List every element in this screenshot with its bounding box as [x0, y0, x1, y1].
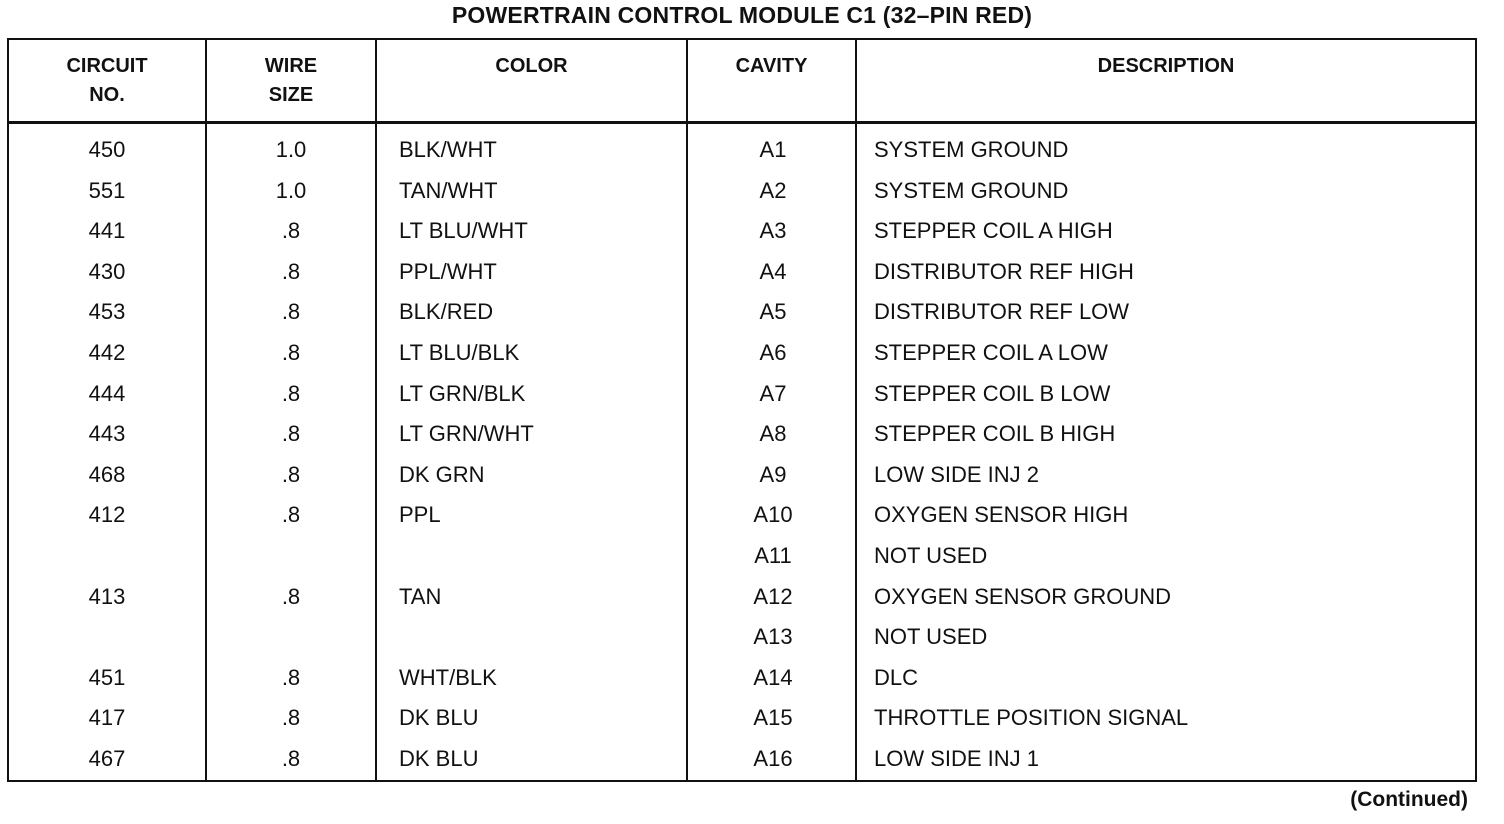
wire-size-cell: .8	[281, 583, 301, 609]
wire-size-cell: .8	[281, 502, 301, 528]
circuit-no-cell: 451	[88, 664, 126, 690]
circuit-no-cell: 453	[88, 299, 126, 325]
cavity-cell: A2	[759, 177, 787, 203]
color-cell: DK BLU	[399, 746, 479, 771]
circuit-no-cell: 430	[88, 258, 126, 284]
header-divider	[9, 121, 1475, 124]
wire-size-cell: .8	[281, 340, 301, 365]
cavity-cell: A5	[759, 299, 787, 325]
color-cell: PPL/WHT	[399, 258, 497, 284]
circuit-no-cell: 442	[88, 340, 126, 365]
cavity-cell: A16	[753, 746, 793, 771]
header-description: DESCRIPTION	[1097, 55, 1235, 77]
cavity-cell: A10	[753, 502, 793, 528]
cavity-cell: A3	[759, 218, 787, 244]
description-cell: STEPPER COIL B HIGH	[874, 421, 1116, 447]
cavity-cell: A11	[754, 543, 792, 568]
cavity-cell: A9	[759, 461, 787, 487]
circuit-no-cell: 412	[88, 502, 126, 528]
cavity-cell: A7	[759, 380, 787, 406]
table-row	[9, 171, 1475, 212]
circuit-no-cell: 413	[88, 583, 126, 609]
description-cell: DISTRIBUTOR REF LOW	[874, 299, 1130, 325]
description-cell: LOW SIDE INJ 1	[874, 746, 1040, 771]
cavity-cell: A14	[753, 664, 793, 690]
connector-table	[7, 38, 1477, 782]
wire-size-cell: .8	[281, 258, 301, 284]
color-cell: LT BLU/WHT	[399, 218, 528, 244]
wire-size-cell: .8	[281, 218, 301, 244]
table-row	[9, 617, 1475, 658]
circuit-no-cell: 467	[88, 746, 126, 771]
table-row	[9, 658, 1475, 699]
description-cell: DISTRIBUTOR REF HIGH	[874, 258, 1134, 284]
description-cell: LOW SIDE INJ 2	[874, 461, 1040, 487]
color-cell: LT GRN/WHT	[399, 421, 534, 447]
circuit-no-cell: 443	[88, 421, 126, 447]
cavity-cell: A13	[753, 624, 793, 650]
wire-size-cell: .8	[281, 705, 301, 731]
table-row	[9, 333, 1475, 374]
color-cell: WHT/BLK	[399, 664, 497, 690]
color-cell: BLK/RED	[399, 299, 494, 325]
table-row	[9, 739, 1475, 780]
table-row	[9, 455, 1475, 496]
header-color: COLOR	[495, 55, 568, 77]
description-cell: DLC	[874, 664, 919, 690]
wire-size-cell: .8	[281, 461, 301, 487]
circuit-no-cell: 417	[88, 705, 126, 731]
header-cavity: CAVITY	[735, 55, 808, 77]
table-row	[9, 698, 1475, 739]
wire-size-cell: .8	[281, 421, 301, 447]
table-row	[9, 292, 1475, 333]
description-cell: NOT USED	[874, 543, 988, 568]
wire-size-cell: .8	[281, 746, 301, 771]
header-circuit-no: CIRCUIT NO.	[66, 55, 148, 106]
color-cell: TAN/WHT	[399, 177, 498, 203]
cavity-cell: A4	[759, 258, 787, 284]
page-title: POWERTRAIN CONTROL MODULE C1 (32–PIN RED)	[451, 2, 1033, 28]
table-row	[9, 211, 1475, 252]
color-cell: DK GRN	[399, 461, 485, 487]
table-row	[9, 495, 1475, 536]
color-cell: DK BLU	[399, 705, 479, 731]
description-cell: STEPPER COIL A HIGH	[874, 218, 1113, 244]
table-row	[9, 414, 1475, 455]
color-cell: LT GRN/BLK	[399, 380, 526, 406]
description-cell: NOT USED	[874, 624, 988, 650]
circuit-no-cell: 441	[88, 218, 126, 244]
description-cell: OXYGEN SENSOR HIGH	[874, 502, 1129, 528]
description-cell: SYSTEM GROUND	[874, 177, 1069, 203]
wire-size-cell: 1.0	[275, 177, 307, 203]
description-cell: THROTTLE POSITION SIGNAL	[874, 705, 1189, 731]
header-wire-size: WIRE SIZE	[264, 55, 318, 106]
wire-size-cell: .8	[281, 664, 301, 690]
continued-note: (Continued)	[1350, 788, 1468, 811]
table-row	[9, 252, 1475, 293]
circuit-no-cell: 444	[88, 380, 126, 406]
cavity-cell: A12	[753, 583, 793, 609]
description-cell: STEPPER COIL A LOW	[874, 340, 1108, 365]
table-row	[9, 130, 1475, 171]
table-row	[9, 536, 1475, 577]
description-cell: SYSTEM GROUND	[874, 137, 1069, 162]
circuit-no-cell: 468	[88, 461, 126, 487]
color-cell: BLK/WHT	[399, 137, 497, 162]
color-cell: TAN	[399, 583, 442, 609]
circuit-no-cell: 551	[88, 177, 126, 203]
circuit-no-cell: 450	[88, 137, 126, 162]
color-cell: LT BLU/BLK	[399, 340, 520, 365]
cavity-cell: A15	[753, 705, 793, 731]
cavity-cell: A1	[759, 137, 787, 162]
table-row	[9, 374, 1475, 415]
table-row	[9, 577, 1475, 618]
color-cell: PPL	[399, 502, 441, 528]
description-cell: OXYGEN SENSOR GROUND	[874, 583, 1172, 609]
cavity-cell: A8	[759, 421, 787, 447]
description-cell: STEPPER COIL B LOW	[874, 380, 1111, 406]
wire-size-cell: .8	[281, 299, 301, 325]
wire-size-cell: 1.0	[275, 137, 307, 162]
wire-size-cell: .8	[281, 380, 301, 406]
cavity-cell: A6	[759, 340, 787, 365]
